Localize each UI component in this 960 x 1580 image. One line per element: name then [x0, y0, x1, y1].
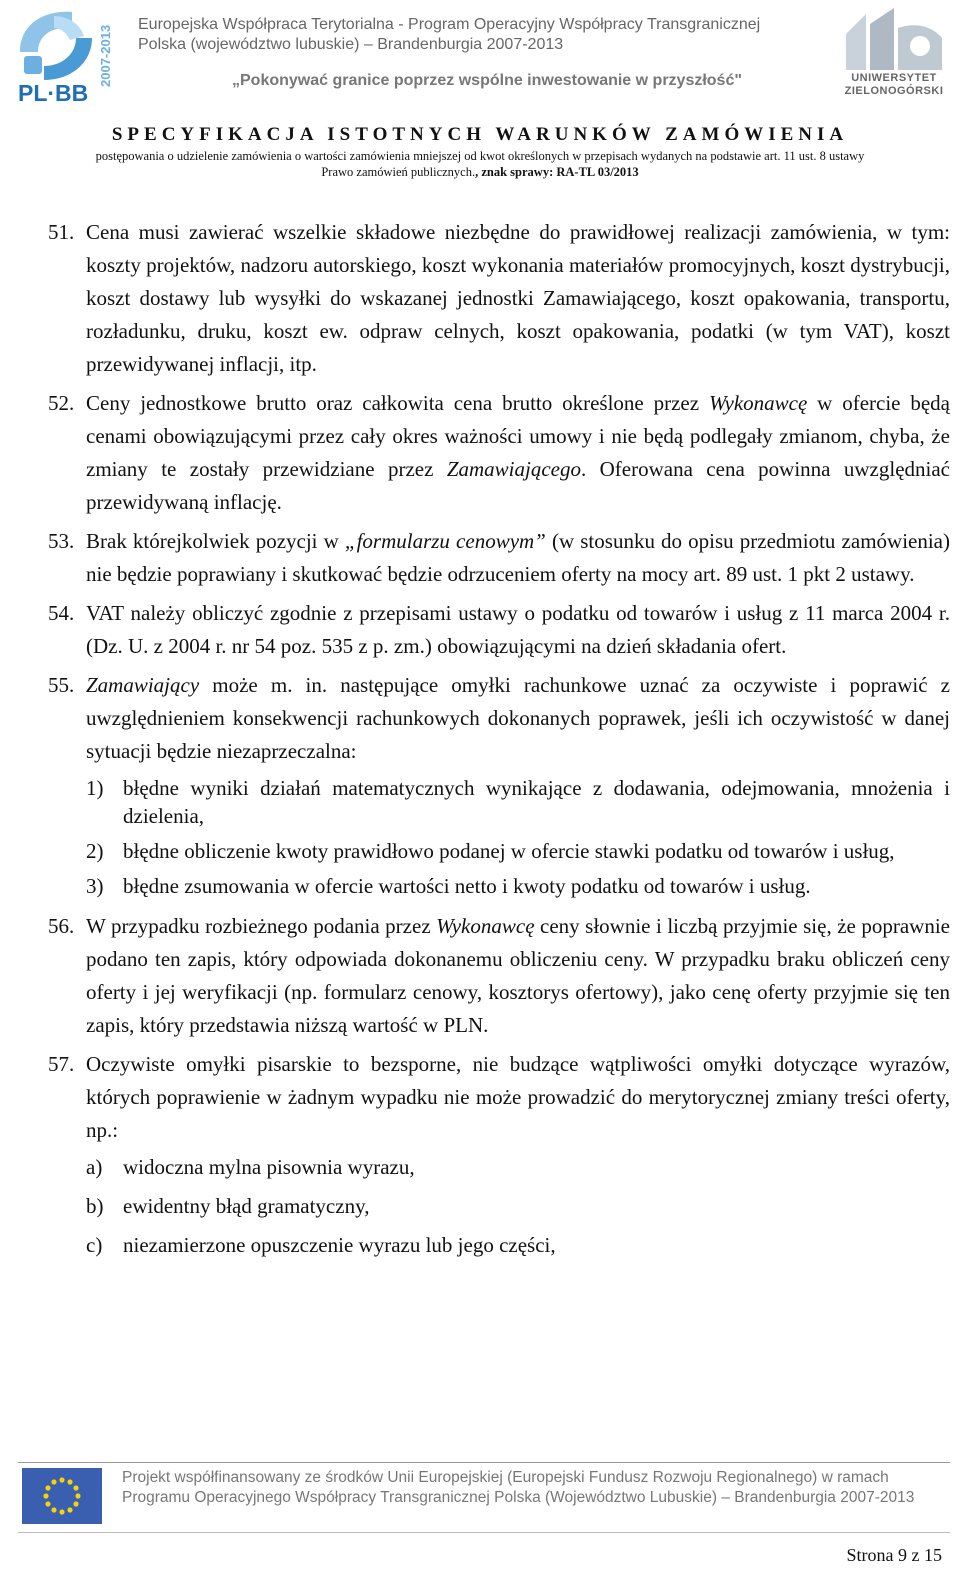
sub-item-number: b) [86, 1194, 104, 1218]
page-header [0, 0, 960, 120]
clause-number: 56. [48, 914, 75, 938]
programme-motto: „Pokonywać granice poprzez wspólne inwestowanie w przyszłość" [232, 72, 742, 89]
clause-text: w ofercie będą cenami obowiązującymi przez cały okres ważności umowy i nie będą podlegały zmianom, chyba, że zmiany te zostały przewidziane przez [86, 391, 950, 481]
emphasis-contractor: Wykonawcę [436, 914, 535, 938]
university-name-line-1: UNIWERSYTET [851, 72, 937, 84]
university-name [834, 72, 954, 98]
sub-item-text: widoczna mylna pisownia wyrazu, [123, 1155, 415, 1179]
clause-text: Ceny jednostkowe brutto oraz całkowita cena brutto określone przez [86, 391, 709, 415]
university-name-line-2: ZIELONOGÓRSKI [844, 85, 944, 97]
sub-item [48, 872, 950, 900]
clause-text: Oczywiste omyłki pisarskie to bezsporne, nie budzące wątpliwości omyłki dotyczące wyrazów, których poprawienie w żadnym wypadku nie może prowadzić do merytorycznej zmiany treści oferty, np.: [86, 1052, 950, 1142]
clause-number: 57. [48, 1052, 75, 1076]
case-reference [0, 165, 960, 180]
sub-item [48, 1153, 950, 1181]
law-name: Prawo zamówień publicznych. [321, 165, 476, 179]
sub-item-number: a) [86, 1155, 103, 1179]
specification-subtitle: postępowania o udzielenie zamówienia o wartości zamówienia mniejszej od kwot określonych w przepisach wydanych na podstawie art. 11 ust. 8 ustawy [95, 149, 865, 163]
clause-51 [48, 216, 950, 381]
sub-item-number: 1) [86, 776, 104, 800]
clause-number: 54. [48, 601, 75, 625]
university-logo-icon [836, 4, 952, 74]
case-number: , znak sprawy: RA-TL 03/2013 [475, 165, 639, 179]
clause-54 [48, 597, 950, 663]
clause-number: 51. [48, 220, 75, 244]
clause-text: W przypadku rozbieżnego podania przez [86, 914, 437, 938]
document-body [48, 216, 950, 1266]
clause-number: 55. [48, 673, 75, 697]
footer-bottom-divider [18, 1532, 950, 1533]
sub-item-text: błędne obliczenie kwoty prawidłowo podanej w ofercie stawki podatku od towarów i usług, [123, 839, 895, 863]
funding-note-line-2: Programu Operacyjnego Współpracy Transgranicznej Polska (Województwo Lubuskie) – Brandenburgia 2007-2013 [122, 1489, 915, 1506]
sub-item [48, 1231, 950, 1259]
specification-title: SPECYFIKACJA ISTOTNYCH WARUNKÓW ZAMÓWIENIA [111, 124, 849, 145]
page-number: Strona 9 z 15 [846, 1545, 942, 1565]
emphasis-ordering-party: Zamawiającego [446, 457, 581, 481]
clause-number: 53. [48, 529, 75, 553]
sub-item [48, 774, 950, 830]
clause-text: ceny słownie i liczbą przyjmie się, że poprawnie podano ten zapis, który odpowiada dokonanemu obliczeniu ceny. W przypadku braku obliczeń ceny oferty i jej weryfikacji (np. formularz cenowy, kosztorys ofertowy), jako cenę oferty przyjmie się ten zapis, który przedstawia niższą wartość w PLN. [86, 914, 950, 1037]
sub-item [48, 1192, 950, 1220]
clause-text: może m. in. następujące omyłki rachunkowe uznać za oczywiste i poprawić z uwzględnieniem konsekwencji rachunkowych dokonanych poprawek, jeśli ich oczywistość w danej sytuacji będzie niezaprzeczalna: [86, 673, 950, 763]
sub-item-number: 2) [86, 839, 104, 863]
emphasis-price-form: „formularzu cenowym” [344, 529, 546, 553]
programme-line-1: Europejska Współpraca Terytorialna - Program Operacyjny Współpracy Transgranicznej [138, 16, 761, 33]
sub-item-text: błędne wyniki działań matematycznych wynikające z dodawania, odejmowania, mnożenia i dzielenia, [123, 776, 950, 828]
clause-55 [48, 669, 950, 768]
clause-text: Cena musi zawierać wszelkie składowe niezbędne do prawidłowej realizacji zamówienia, w tym: koszty projektów, nadzoru autorskiego, koszt wykonania materiałów promocyjnych, koszt dystrybucji, koszt dostawy lub wysyłki do wskazanej jednostki Zamawiającego, koszt opakowania, transportu, rozładunku, druku, koszt ew. odpraw celnych, koszt opakowania, podatki (w tym VAT), koszt przewidywanej inflacji, itp. [86, 220, 950, 376]
clause-52 [48, 387, 950, 519]
sub-item-text: błędne zsumowania w ofercie wartości netto i kwoty podatku od towarów i usług. [123, 874, 811, 898]
sub-item-text: niezamierzone opuszczenie wyrazu lub jego części, [123, 1233, 556, 1257]
clause-text: VAT należy obliczyć zgodnie z przepisami ustawy o podatku od towarów i usług z 11 marca 2004 r. (Dz. U. z 2004 r. nr 54 poz. 535 z p. zm.) obowiązującymi na dzień składania ofert. [86, 601, 950, 658]
clause-57 [48, 1048, 950, 1147]
clause-53 [48, 525, 950, 591]
clause-number: 52. [48, 391, 75, 415]
sub-item-number: c) [86, 1233, 103, 1257]
clause-text: (w stosunku do opisu przedmiotu zamówienia) nie będzie poprawiany i skutkować będzie odrzuceniem oferty na mocy art. 89 ust. 1 pkt 2 ustawy. [86, 529, 950, 586]
sub-item-number: 3) [86, 874, 104, 898]
sub-item-text: ewidentny błąd gramatyczny, [123, 1194, 370, 1218]
clause-text: Brak którejkolwiek pozycji w [86, 529, 345, 553]
clause-56 [48, 910, 950, 1042]
eu-flag-icon [22, 1468, 102, 1524]
clause-text: . Oferowana cena powinna uwzględniać przewidywaną inflację. [86, 457, 950, 514]
emphasis-contractor: Wykonawcę [708, 391, 808, 415]
sub-item [48, 837, 950, 865]
logo-years: 2007-2013 [98, 24, 113, 88]
logo-text: PL·BB [18, 80, 89, 106]
funding-note-line-1: Projekt współfinansowany ze środków Unii Europejskiej (Europejski Fundusz Rozwoju Regionalnego) w ramach [122, 1469, 889, 1486]
footer-divider [18, 1462, 950, 1463]
programme-line-2: Polska (województwo lubuskie) – Brandenburgia 2007-2013 [138, 36, 564, 53]
emphasis-ordering-party: Zamawiający [86, 673, 200, 697]
